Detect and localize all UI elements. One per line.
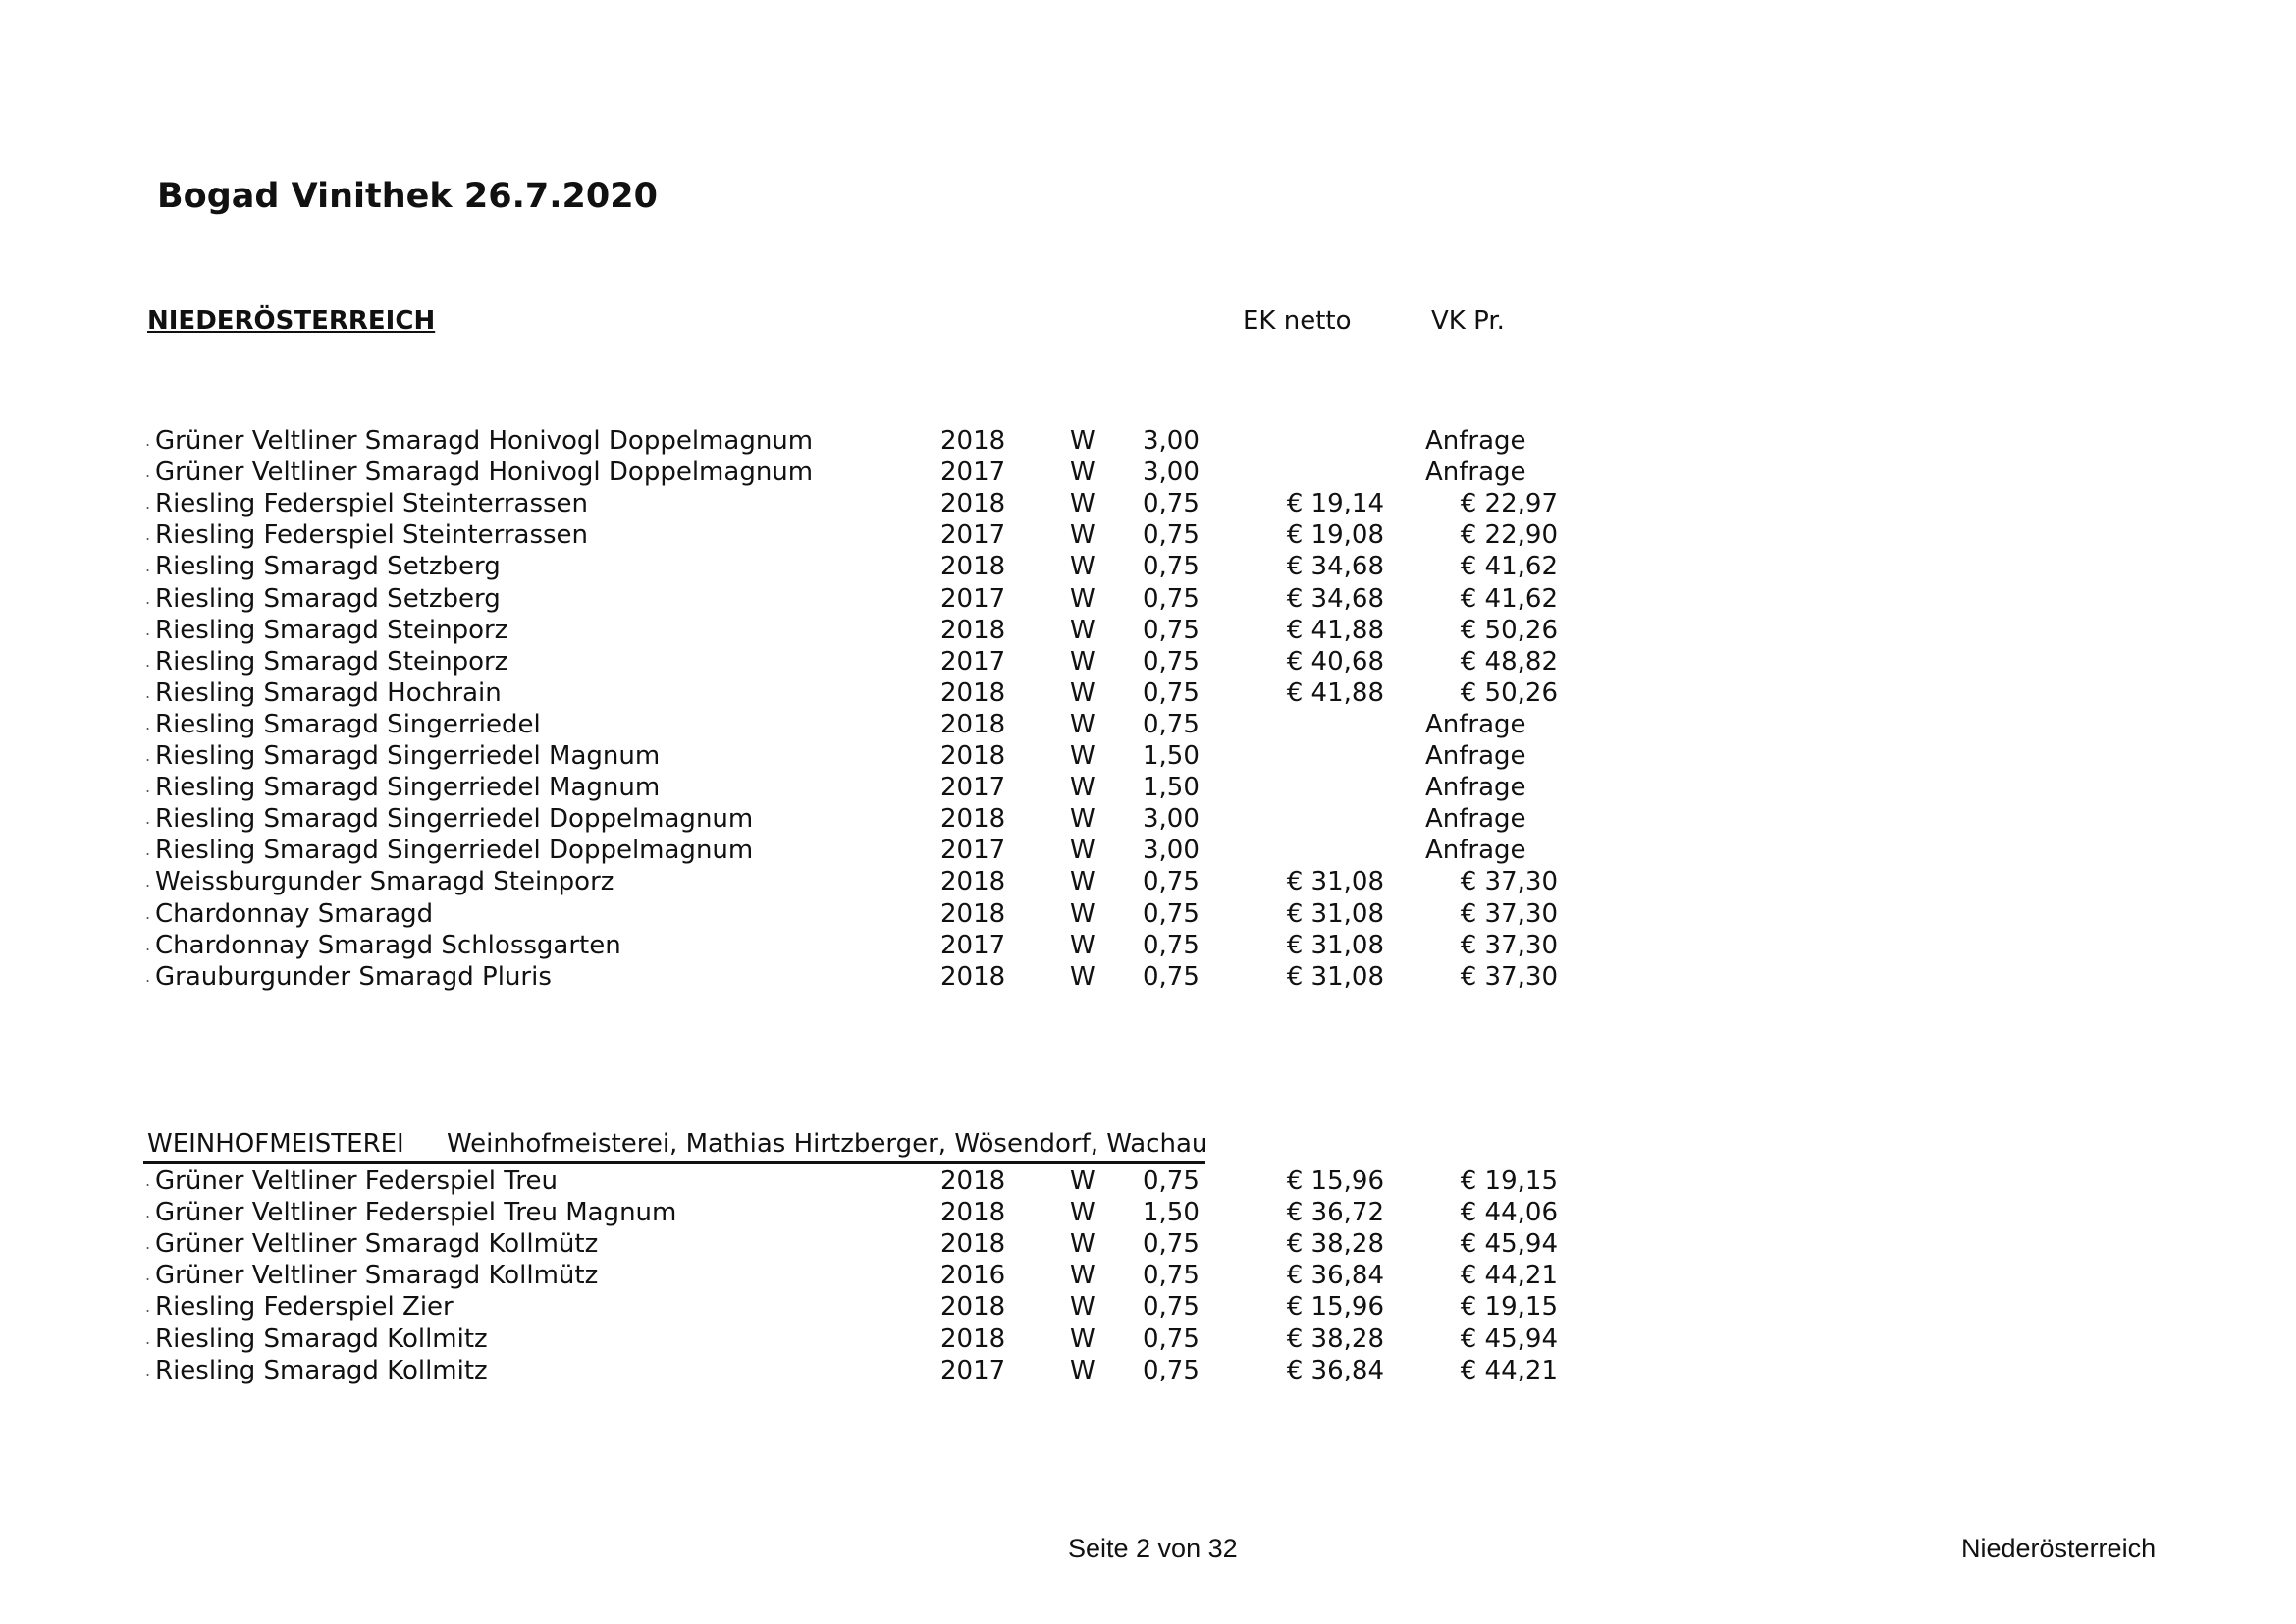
wine-type: W bbox=[1070, 1292, 1095, 1323]
vk-sale-price: € 41,62 bbox=[1460, 552, 1558, 582]
ek-net-price: € 34,68 bbox=[1286, 552, 1384, 582]
vk-sale-price: € 37,30 bbox=[1460, 867, 1558, 897]
vintage-year: 2018 bbox=[940, 741, 1006, 771]
wine-type: W bbox=[1070, 804, 1095, 835]
bottle-size: 0,75 bbox=[1143, 1324, 1200, 1354]
bottle-size: 1,50 bbox=[1143, 773, 1200, 803]
page-number: Seite 2 von 32 bbox=[1068, 1534, 1238, 1563]
vintage-year: 2017 bbox=[940, 458, 1006, 488]
wine-name: Riesling Smaragd Singerriedel Magnum bbox=[155, 741, 661, 771]
row-marker: . bbox=[145, 714, 151, 733]
table-row bbox=[0, 802, 2296, 836]
vintage-year: 2018 bbox=[940, 615, 1006, 645]
wine-type: W bbox=[1070, 867, 1095, 897]
bottle-size: 0,75 bbox=[1143, 552, 1200, 582]
vintage-year: 2018 bbox=[940, 1292, 1006, 1323]
table-row bbox=[0, 518, 2296, 552]
wine-name: Chardonnay Smaragd bbox=[155, 898, 434, 929]
table-row bbox=[0, 1259, 2296, 1292]
vk-sale-price: Anfrage bbox=[1425, 709, 1526, 739]
vk-sale-price: € 22,97 bbox=[1460, 489, 1558, 519]
row-marker: . bbox=[145, 809, 151, 829]
ek-net-price: € 38,28 bbox=[1286, 1229, 1384, 1260]
bottle-size: 1,50 bbox=[1143, 741, 1200, 771]
vk-sale-price: € 19,15 bbox=[1460, 1166, 1558, 1196]
row-marker: . bbox=[145, 1203, 151, 1222]
column-header-ek-netto: EK netto bbox=[1243, 306, 1352, 336]
bottle-size: 0,75 bbox=[1143, 1166, 1200, 1196]
table-row bbox=[0, 614, 2296, 647]
wine-type: W bbox=[1070, 489, 1095, 519]
ek-net-price: € 36,84 bbox=[1286, 1355, 1384, 1385]
wine-type: W bbox=[1070, 773, 1095, 803]
wine-name: Grüner Veltliner Federspiel Treu Magnum bbox=[155, 1198, 677, 1228]
table-row bbox=[0, 1196, 2296, 1229]
wine-name: Riesling Federspiel Zier bbox=[155, 1292, 454, 1323]
vintage-year: 2017 bbox=[940, 836, 1006, 866]
row-marker: . bbox=[145, 1328, 151, 1348]
wine-type: W bbox=[1070, 1324, 1095, 1354]
ek-net-price: € 31,08 bbox=[1286, 867, 1384, 897]
row-marker: . bbox=[145, 935, 151, 954]
table-row bbox=[0, 550, 2296, 583]
vk-sale-price: € 37,30 bbox=[1460, 961, 1558, 992]
wine-type: W bbox=[1070, 836, 1095, 866]
bottle-size: 0,75 bbox=[1143, 615, 1200, 645]
vk-sale-price: Anfrage bbox=[1425, 804, 1526, 835]
vintage-year: 2018 bbox=[940, 552, 1006, 582]
wine-type: W bbox=[1070, 1355, 1095, 1385]
wine-name: Grüner Veltliner Federspiel Treu bbox=[155, 1166, 558, 1196]
wine-name: Riesling Smaragd Steinporz bbox=[155, 615, 508, 645]
ek-net-price: € 40,68 bbox=[1286, 646, 1384, 677]
table-row bbox=[0, 739, 2296, 773]
table-row bbox=[0, 1227, 2296, 1261]
vintage-year: 2017 bbox=[940, 646, 1006, 677]
ek-net-price: € 19,08 bbox=[1286, 520, 1384, 551]
vk-sale-price: € 22,90 bbox=[1460, 520, 1558, 551]
column-header-vk-price: VK Pr. bbox=[1431, 306, 1505, 336]
wine-type: W bbox=[1070, 552, 1095, 582]
bottle-size: 0,75 bbox=[1143, 709, 1200, 739]
ek-net-price: € 31,08 bbox=[1286, 898, 1384, 929]
wine-name: Riesling Smaragd Steinporz bbox=[155, 646, 508, 677]
bottle-size: 0,75 bbox=[1143, 520, 1200, 551]
ek-net-price: € 41,88 bbox=[1286, 677, 1384, 708]
wine-type: W bbox=[1070, 1229, 1095, 1260]
vintage-year: 2018 bbox=[940, 1198, 1006, 1228]
row-marker: . bbox=[145, 431, 151, 450]
ek-net-price: € 36,84 bbox=[1286, 1261, 1384, 1291]
vk-sale-price: € 41,62 bbox=[1460, 583, 1558, 614]
table-row bbox=[0, 1290, 2296, 1324]
vintage-year: 2018 bbox=[940, 1166, 1006, 1196]
table-row bbox=[0, 645, 2296, 678]
row-marker: . bbox=[145, 778, 151, 797]
row-marker: . bbox=[145, 588, 151, 608]
producer-name: WEINHOFMEISTEREI bbox=[147, 1129, 404, 1159]
vk-sale-price: € 44,21 bbox=[1460, 1261, 1558, 1291]
bottle-size: 0,75 bbox=[1143, 583, 1200, 614]
bottle-size: 1,50 bbox=[1143, 1198, 1200, 1228]
vintage-year: 2018 bbox=[940, 1324, 1006, 1354]
row-marker: . bbox=[145, 840, 151, 860]
wine-type: W bbox=[1070, 898, 1095, 929]
row-marker: . bbox=[145, 494, 151, 514]
wine-type: W bbox=[1070, 520, 1095, 551]
wine-type: W bbox=[1070, 458, 1095, 488]
vintage-year: 2018 bbox=[940, 426, 1006, 456]
wine-name: Riesling Smaragd Singerriedel bbox=[155, 709, 541, 739]
producer-description: Weinhofmeisterei, Mathias Hirtzberger, Wösendorf, Wachau bbox=[447, 1129, 1208, 1159]
vk-sale-price: € 44,21 bbox=[1460, 1355, 1558, 1385]
ek-net-price: € 31,08 bbox=[1286, 930, 1384, 960]
wine-name: Grüner Veltliner Smaragd Honivogl Doppelmagnum bbox=[155, 426, 814, 456]
vk-sale-price: € 44,06 bbox=[1460, 1198, 1558, 1228]
vintage-year: 2018 bbox=[940, 489, 1006, 519]
wine-type: W bbox=[1070, 961, 1095, 992]
wine-type: W bbox=[1070, 426, 1095, 456]
table-row bbox=[0, 677, 2296, 710]
vk-sale-price: Anfrage bbox=[1425, 458, 1526, 488]
row-marker: . bbox=[145, 1266, 151, 1285]
vk-sale-price: € 37,30 bbox=[1460, 898, 1558, 929]
table-row bbox=[0, 582, 2296, 616]
row-marker: . bbox=[145, 746, 151, 765]
vintage-year: 2018 bbox=[940, 898, 1006, 929]
row-marker: . bbox=[145, 1360, 151, 1380]
row-marker: . bbox=[145, 462, 151, 482]
ek-net-price: € 15,96 bbox=[1286, 1292, 1384, 1323]
vintage-year: 2017 bbox=[940, 520, 1006, 551]
wine-type: W bbox=[1070, 1261, 1095, 1291]
row-marker: . bbox=[145, 1171, 151, 1190]
table-row bbox=[0, 897, 2296, 931]
vk-sale-price: € 50,26 bbox=[1460, 677, 1558, 708]
wine-name: Riesling Smaragd Setzberg bbox=[155, 552, 501, 582]
ek-net-price: € 41,88 bbox=[1286, 615, 1384, 645]
bottle-size: 0,75 bbox=[1143, 898, 1200, 929]
table-row bbox=[0, 834, 2296, 867]
bottle-size: 0,75 bbox=[1143, 1229, 1200, 1260]
bottle-size: 0,75 bbox=[1143, 867, 1200, 897]
ek-net-price: € 36,72 bbox=[1286, 1198, 1384, 1228]
row-marker: . bbox=[145, 525, 151, 545]
vintage-year: 2018 bbox=[940, 709, 1006, 739]
table-row bbox=[0, 960, 2296, 994]
bottle-size: 3,00 bbox=[1143, 458, 1200, 488]
bottle-size: 0,75 bbox=[1143, 1292, 1200, 1323]
bottle-size: 3,00 bbox=[1143, 804, 1200, 835]
wine-type: W bbox=[1070, 1198, 1095, 1228]
wine-name: Riesling Federspiel Steinterrassen bbox=[155, 520, 589, 551]
vk-sale-price: Anfrage bbox=[1425, 741, 1526, 771]
vk-sale-price: € 45,94 bbox=[1460, 1229, 1558, 1260]
wine-type: W bbox=[1070, 677, 1095, 708]
vintage-year: 2016 bbox=[940, 1261, 1006, 1291]
bottle-size: 0,75 bbox=[1143, 961, 1200, 992]
wine-name: Riesling Smaragd Singerriedel Magnum bbox=[155, 773, 661, 803]
vk-sale-price: € 45,94 bbox=[1460, 1324, 1558, 1354]
row-marker: . bbox=[145, 682, 151, 702]
bottle-size: 0,75 bbox=[1143, 646, 1200, 677]
footer-region: Niederösterreich bbox=[1961, 1534, 2157, 1563]
document-title: Bogad Vinithek 26.7.2020 bbox=[157, 177, 658, 216]
table-row bbox=[0, 456, 2296, 489]
vk-sale-price: Anfrage bbox=[1425, 426, 1526, 456]
table-row bbox=[0, 865, 2296, 898]
vk-sale-price: € 48,82 bbox=[1460, 646, 1558, 677]
wine-name: Grauburgunder Smaragd Pluris bbox=[155, 961, 552, 992]
vk-sale-price: € 37,30 bbox=[1460, 930, 1558, 960]
wine-type: W bbox=[1070, 930, 1095, 960]
table-row bbox=[0, 1354, 2296, 1387]
table-row bbox=[0, 487, 2296, 520]
vintage-year: 2017 bbox=[940, 773, 1006, 803]
vintage-year: 2018 bbox=[940, 1229, 1006, 1260]
vintage-year: 2017 bbox=[940, 930, 1006, 960]
wine-name: Chardonnay Smaragd Schlossgarten bbox=[155, 930, 621, 960]
wine-name: Riesling Smaragd Singerriedel Doppelmagnum bbox=[155, 836, 754, 866]
vk-sale-price: Anfrage bbox=[1425, 773, 1526, 803]
table-row bbox=[0, 771, 2296, 804]
bottle-size: 3,00 bbox=[1143, 426, 1200, 456]
vintage-year: 2018 bbox=[940, 677, 1006, 708]
vintage-year: 2017 bbox=[940, 1355, 1006, 1385]
wine-name: Riesling Smaragd Setzberg bbox=[155, 583, 501, 614]
vintage-year: 2017 bbox=[940, 583, 1006, 614]
wine-name: Grüner Veltliner Smaragd Honivogl Doppelmagnum bbox=[155, 458, 814, 488]
row-marker: . bbox=[145, 1234, 151, 1254]
row-marker: . bbox=[145, 651, 151, 671]
row-marker: . bbox=[145, 872, 151, 892]
table-row bbox=[0, 1323, 2296, 1356]
vk-sale-price: € 50,26 bbox=[1460, 615, 1558, 645]
wine-type: W bbox=[1070, 709, 1095, 739]
bottle-size: 0,75 bbox=[1143, 930, 1200, 960]
vk-sale-price: € 19,15 bbox=[1460, 1292, 1558, 1323]
ek-net-price: € 38,28 bbox=[1286, 1324, 1384, 1354]
row-marker: . bbox=[145, 557, 151, 576]
vintage-year: 2018 bbox=[940, 804, 1006, 835]
table-row bbox=[0, 424, 2296, 458]
section-title: NIEDERÖSTERREICH bbox=[147, 306, 436, 336]
wine-type: W bbox=[1070, 615, 1095, 645]
wine-name: Grüner Veltliner Smaragd Kollmütz bbox=[155, 1261, 599, 1291]
wine-name: Riesling Smaragd Kollmitz bbox=[155, 1324, 488, 1354]
bottle-size: 3,00 bbox=[1143, 836, 1200, 866]
table-row bbox=[0, 929, 2296, 962]
table-row bbox=[0, 1164, 2296, 1198]
wine-name: Grüner Veltliner Smaragd Kollmütz bbox=[155, 1229, 599, 1260]
wine-type: W bbox=[1070, 646, 1095, 677]
bottle-size: 0,75 bbox=[1143, 1355, 1200, 1385]
wine-name: Riesling Smaragd Singerriedel Doppelmagnum bbox=[155, 804, 754, 835]
wine-name: Weissburgunder Smaragd Steinporz bbox=[155, 867, 614, 897]
row-marker: . bbox=[145, 1297, 151, 1317]
wine-type: W bbox=[1070, 741, 1095, 771]
producer-underline bbox=[143, 1161, 1205, 1164]
row-marker: . bbox=[145, 966, 151, 986]
wine-type: W bbox=[1070, 1166, 1095, 1196]
wine-name: Riesling Smaragd Hochrain bbox=[155, 677, 502, 708]
bottle-size: 0,75 bbox=[1143, 489, 1200, 519]
wine-name: Riesling Smaragd Kollmitz bbox=[155, 1355, 488, 1385]
ek-net-price: € 34,68 bbox=[1286, 583, 1384, 614]
bottle-size: 0,75 bbox=[1143, 1261, 1200, 1291]
vintage-year: 2018 bbox=[940, 867, 1006, 897]
table-row bbox=[0, 708, 2296, 741]
vk-sale-price: Anfrage bbox=[1425, 836, 1526, 866]
bottle-size: 0,75 bbox=[1143, 677, 1200, 708]
wine-name: Riesling Federspiel Steinterrassen bbox=[155, 489, 589, 519]
vintage-year: 2018 bbox=[940, 961, 1006, 992]
row-marker: . bbox=[145, 620, 151, 639]
wine-type: W bbox=[1070, 583, 1095, 614]
ek-net-price: € 15,96 bbox=[1286, 1166, 1384, 1196]
row-marker: . bbox=[145, 903, 151, 923]
ek-net-price: € 31,08 bbox=[1286, 961, 1384, 992]
ek-net-price: € 19,14 bbox=[1286, 489, 1384, 519]
